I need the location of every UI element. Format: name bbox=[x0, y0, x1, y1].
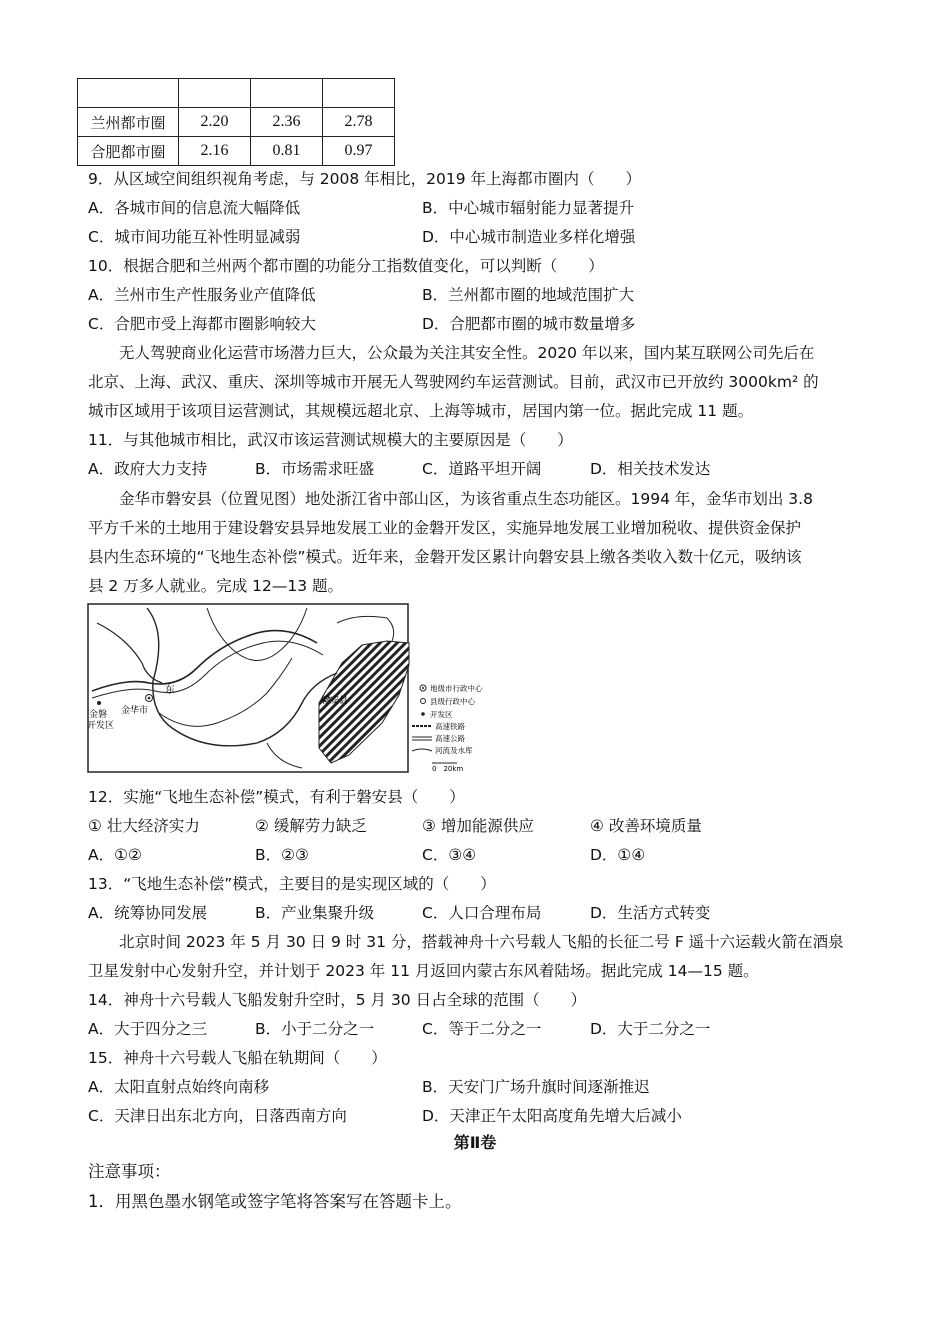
option-11a: A．政府大力支持 bbox=[88, 460, 208, 478]
statement-4: ④ 改善环境质量 bbox=[590, 817, 702, 835]
option-10d: D．合肥都市圈的城市数量增多 bbox=[422, 315, 636, 333]
passage-line: 县 2 万多人就业。完成 12—13 题。 bbox=[88, 577, 344, 595]
option-10a: A．兰州市生产性服务业产值降低 bbox=[88, 286, 316, 304]
question-10-stem: 10．根据合肥和兰州两个都市圈的功能分工指数值变化，可以判断（ ） bbox=[88, 257, 604, 275]
map-scale: 0 20km bbox=[432, 765, 464, 773]
option-12b: B．②③ bbox=[255, 846, 309, 864]
option-11c: C．道路平坦开阔 bbox=[422, 460, 542, 478]
legend-item: 高速铁路 bbox=[435, 722, 465, 731]
notice-item: 1．用黑色墨水钢笔或签字笔将答案写在答题卡上。 bbox=[88, 1192, 462, 1211]
table-cell: 2.20 bbox=[179, 108, 251, 137]
table-cell: 合肥都市圈 bbox=[78, 137, 179, 166]
statement-1: ① 壮大经济实力 bbox=[88, 817, 200, 835]
option-14c: C．等于二分之一 bbox=[422, 1020, 542, 1038]
table-cell: 2.36 bbox=[251, 108, 323, 137]
notice-heading: 注意事项： bbox=[88, 1162, 171, 1181]
table-cell bbox=[323, 79, 395, 108]
option-9b: B．中心城市辐射能力显著提升 bbox=[422, 199, 635, 217]
map-label-jinhua: 金华市 bbox=[121, 706, 149, 716]
table-cell: 2.78 bbox=[323, 108, 395, 137]
legend-item: 地级市行政中心 bbox=[430, 684, 483, 693]
table-row bbox=[78, 137, 395, 166]
question-13-stem: 13．“飞地生态补偿”模式，主要目的是实现区域的（ ） bbox=[88, 875, 496, 893]
table-cell bbox=[78, 79, 179, 108]
option-13b: B．产业集聚升级 bbox=[255, 904, 375, 922]
option-14d: D．大于二分之一 bbox=[590, 1020, 711, 1038]
option-14a: A．大于四分之三 bbox=[88, 1020, 208, 1038]
passage-line: 平方千米的土地用于建设磐安县异地发展工业的金磐开发区，实施异地发展工业增加税收、提供资金保护 bbox=[88, 519, 802, 537]
passage-line: 北京时间 2023 年 5 月 30 日 9 时 31 分，搭载神舟十六号载人飞船的长征二号 F 遥十六运载火箭在酒泉 bbox=[119, 933, 844, 951]
option-15d: D．天津正午太阳高度角先增大后减小 bbox=[422, 1107, 682, 1125]
legend-item: 开发区 bbox=[430, 710, 453, 719]
table-cell: 2.16 bbox=[179, 137, 251, 166]
option-12d: D．①④ bbox=[590, 846, 646, 864]
option-13c: C．人口合理布局 bbox=[422, 904, 542, 922]
question-11-stem: 11．与其他城市相比，武汉市该运营测试规模大的主要原因是（ ） bbox=[88, 431, 573, 449]
option-15c: C．天津日出东北方向，日落西南方向 bbox=[88, 1107, 347, 1125]
dev-zone-marker bbox=[97, 701, 101, 705]
table-cell bbox=[251, 79, 323, 108]
map-legend bbox=[412, 683, 483, 773]
option-10c: C．合肥市受上海都市圈影响较大 bbox=[88, 315, 316, 333]
table-row bbox=[78, 79, 395, 108]
passage-line: 城市区域用于该项目运营测试，其规模远超北京、上海等城市，居国内第一位。据此完成 11 题。 bbox=[88, 402, 754, 420]
statement-2: ② 缓解劳力缺乏 bbox=[255, 817, 367, 835]
option-9c: C．城市间功能互补性明显减弱 bbox=[88, 228, 301, 246]
question-12-stem: 12．实施“飞地生态补偿”模式，有利于磐安县（ ） bbox=[88, 788, 465, 806]
option-9d: D．中心城市制造业多样化增强 bbox=[422, 228, 636, 246]
passage-line: 金华市磐安县（位置见图）地处浙江省中部山区，为该省重点生态功能区。1994 年，金华市划出 3.8 bbox=[119, 490, 813, 508]
legend-item: 高速公路 bbox=[435, 734, 465, 743]
option-11b: B．市场需求旺盛 bbox=[255, 460, 375, 478]
table-cell: 0.81 bbox=[251, 137, 323, 166]
option-10b: B．兰州都市圈的地域范围扩大 bbox=[422, 286, 635, 304]
option-12c: C．③④ bbox=[422, 846, 477, 864]
option-15a: A．太阳直射点始终向南移 bbox=[88, 1078, 270, 1096]
statement-3: ③ 增加能源供应 bbox=[422, 817, 534, 835]
passage-line: 北京、上海、武汉、重庆、深圳等城市开展无人驾驶网约车运营测试。目前，武汉市已开放约 3000km² 的 bbox=[88, 373, 819, 391]
option-9a: A．各城市间的信息流大幅降低 bbox=[88, 199, 301, 217]
function-index-table bbox=[77, 78, 395, 166]
legend-item: 河流及水库 bbox=[435, 746, 473, 755]
table-cell bbox=[179, 79, 251, 108]
passage-line: 无人驾驶商业化运营市场潜力巨大，公众最为关注其安全性。2020 年以来，国内某互联网公司先后在 bbox=[119, 344, 815, 362]
panan-location-map bbox=[87, 603, 497, 773]
passage-line: 卫星发射中心发射升空，并计划于 2023 年 11 月返回内蒙古东风着陆场。据此完成 14—15 题。 bbox=[88, 962, 759, 980]
section-title: 第Ⅱ卷 bbox=[453, 1133, 497, 1152]
option-13a: A．统筹协同发展 bbox=[88, 904, 208, 922]
option-15b: B．天安门广场升旗时间逐渐推迟 bbox=[422, 1078, 650, 1096]
question-14-stem: 14．神舟十六号载人飞船发射升空时，5 月 30 日占全球的范围（ ） bbox=[88, 991, 587, 1009]
question-9-stem: 9．从区域空间组织视角考虑，与 2008 年相比，2019 年上海都市圈内（ ） bbox=[88, 170, 642, 188]
passage-line: 县内生态环境的“飞地生态补偿”模式。近年来，金磐开发区累计向磐安县上缴各类收入数十亿元，吸纳该 bbox=[88, 548, 802, 566]
map-label-panan: 磐安县 bbox=[321, 696, 349, 706]
option-14b: B．小于二分之一 bbox=[255, 1020, 375, 1038]
table-cell: 0.97 bbox=[323, 137, 395, 166]
table-cell: 兰州都市圈 bbox=[78, 108, 179, 137]
map-label-devzone: 开发区 bbox=[87, 721, 115, 731]
option-12a: A．①② bbox=[88, 846, 142, 864]
table-row bbox=[78, 108, 395, 137]
question-15-stem: 15．神舟十六号载人飞船在轨期间（ ） bbox=[88, 1049, 387, 1067]
option-13d: D．生活方式转变 bbox=[590, 904, 711, 922]
map-label-devzone: 金磐 bbox=[89, 710, 108, 720]
option-11d: D．相关技术发达 bbox=[590, 460, 711, 478]
legend-item: 县级行政中心 bbox=[430, 697, 475, 706]
map-label-dong: 东 bbox=[165, 685, 175, 696]
